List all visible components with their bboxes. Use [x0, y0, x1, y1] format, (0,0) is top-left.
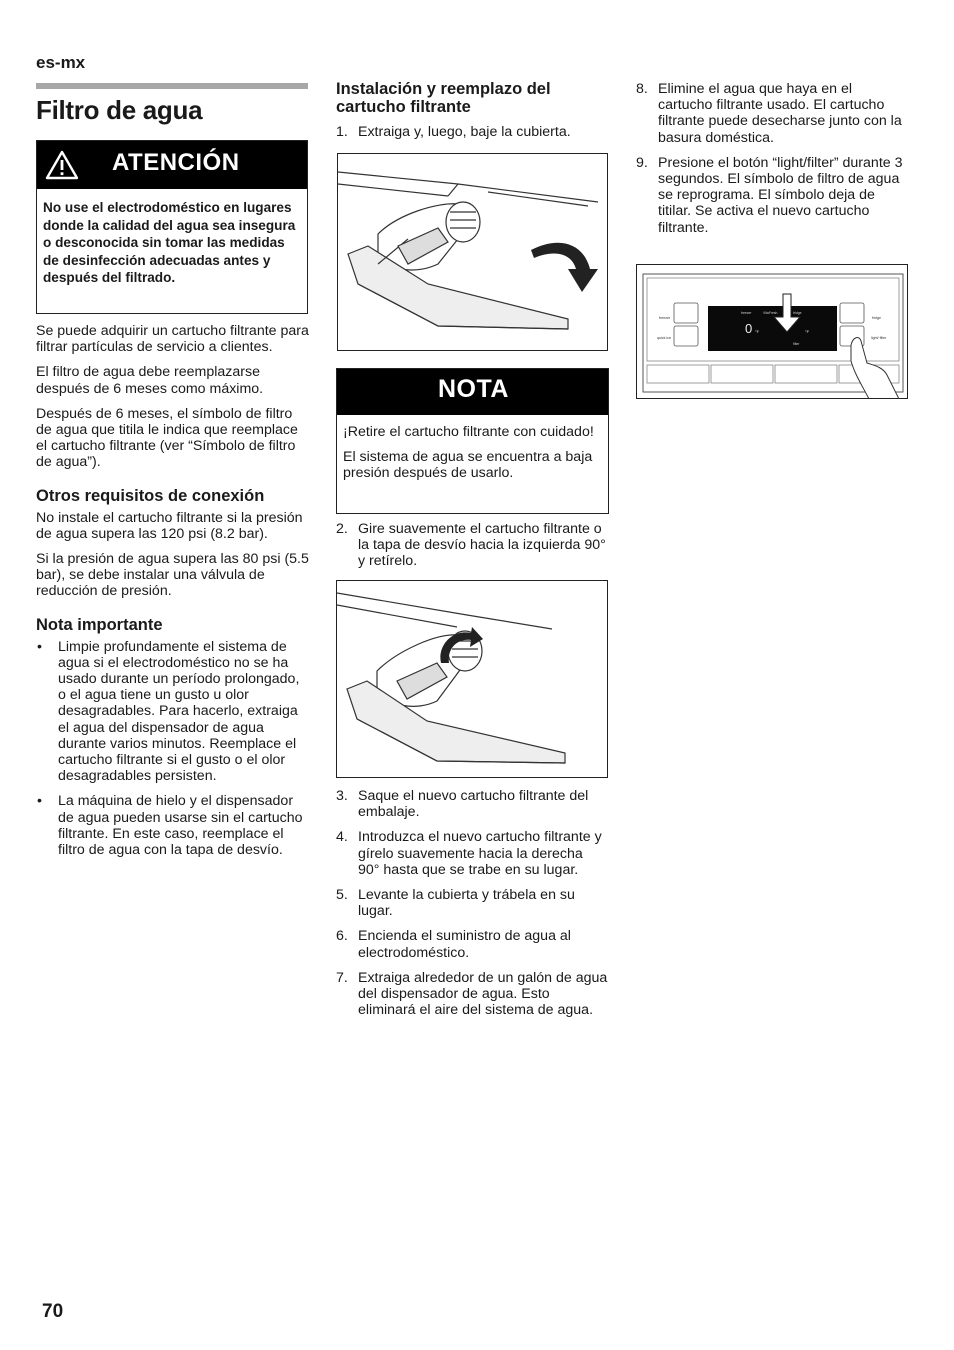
control-panel-illustration [637, 265, 908, 399]
display-unit-left: °F [755, 329, 760, 334]
step-item [636, 81, 908, 146]
note-box [336, 368, 609, 514]
label-fridge: fridge [872, 316, 881, 320]
step-text: Extraiga y, luego, baje la cubierta. [358, 124, 571, 140]
label-light-filter: light/ filter [871, 336, 887, 340]
heading-install: Instalación y reemplazo del cartucho filtrante [336, 80, 551, 116]
step-list-2 [336, 521, 608, 570]
note-title: NOTA [438, 375, 509, 403]
step-item [336, 124, 608, 140]
step-number: 6. [336, 928, 348, 945]
step-number: 8. [636, 81, 648, 97]
step-list-4 [636, 81, 908, 236]
important-note-list [36, 639, 310, 859]
step-text: Elimine el agua que haya en el cartucho filtrante usado. El cartucho filtrante puede desecharse junto con la basura doméstica. [658, 81, 902, 146]
intro-paragraph-3: Después de 6 meses, el símbolo de filtro de agua que titila le indica que reemplace el cartucho filtrante (ver “Símbolo de filtro de agua”). [36, 405, 298, 471]
language-code: es-mx [36, 53, 86, 72]
step-item [336, 829, 608, 878]
display-unit-right: °F [805, 329, 810, 334]
heading-connection: Otros requisitos de conexión [36, 486, 265, 505]
figure-rotate-cartridge [336, 580, 608, 778]
page-number: 70 [42, 1301, 64, 1322]
step-item [336, 521, 608, 570]
step-number: 1. [336, 124, 348, 140]
display-filter-label: filter [793, 342, 800, 346]
warning-triangle-icon [45, 150, 79, 180]
step-item [336, 928, 608, 960]
step-text: Extraiga alrededor de un galón de agua del dispensador de agua. Esto eliminará el aire del sistema de agua. [358, 969, 608, 1019]
intro-paragraph-2: El filtro de agua debe reemplazarse después de 6 meses como máximo. [36, 364, 264, 397]
step-number: 5. [336, 887, 348, 904]
step-number: 3. [336, 788, 348, 804]
warning-header [37, 141, 307, 189]
list-item: • Limpie profundamente el sistema de agua si el electrodoméstico no se ha usado durante un período prolongado, o el agua tiene un gusto u olor desagradables. Para hacerlo, extraiga el agua del dispensador de agua durante varios minutos. Reemplace el cartucho filtrante si el gusto o el olor desagradables persisten. [36, 639, 310, 785]
step-number: 2. [336, 521, 348, 537]
step-item [336, 970, 608, 1019]
left-column [36, 323, 310, 867]
connection-paragraph-2: Si la presión de agua supera las 80 psi (5.5 bar), se debe instalar una válvula de reducción de presión. [36, 551, 309, 600]
label-quick-ice: quick ice [657, 336, 671, 340]
warning-box [36, 140, 308, 314]
note-header [337, 369, 608, 415]
step-number: 7. [336, 969, 348, 986]
step-text: Levante la cubierta y trábela en su lugar. [358, 887, 575, 920]
cover-lowering-illustration [338, 154, 608, 351]
step-2-block [336, 521, 608, 579]
display-vitafresh-label: VitaFresh [763, 311, 778, 315]
connection-paragraph-1: No instale el cartucho filtrante si la presión de agua supera las 120 psi (8.2 bar). [36, 509, 303, 542]
warning-text: No use el electrodoméstico en lugares donde la calidad del agua sea insegura o desconocida sin tomar las medidas de desinfección adecuadas antes y después del filtrado. [43, 200, 296, 286]
heading-important-note: Nota importante [36, 615, 163, 634]
step-text: Presione el botón “light/filter” durante 3 segundos. El símbolo de filtro de agua se reprograma. El símbolo deja de titilar. Se activa el nuevo cartucho filtrante. [658, 154, 903, 236]
display-temperature: 0 [745, 321, 753, 336]
display-fridge-label: fridge [793, 311, 802, 315]
step-list-1 [336, 124, 608, 140]
rotate-cartridge-illustration [337, 581, 608, 778]
warning-title: ATENCIÓN [112, 149, 240, 176]
middle-heading-block [336, 80, 608, 149]
step-number: 4. [336, 829, 348, 846]
steps-3-7-block [336, 788, 608, 1027]
list-item: • La máquina de hielo y el dispensador de agua pueden usarse sin el cartucho filtrante. En este caso, reemplace el filtro de agua con la tapa de desvío. [36, 793, 310, 858]
step-text: Introduzca el nuevo cartucho filtrante y gírelo suavemente hacia la derecha 90° hasta que se trabe en su lugar. [358, 829, 602, 878]
step-number: 9. [636, 154, 648, 171]
intro-paragraph-1: Se puede adquirir un cartucho filtrante para filtrar partículas de servicio a clientes. [36, 323, 309, 356]
note-body [337, 415, 608, 482]
figure-control-panel [636, 264, 908, 399]
step-text: Gire suavemente el cartucho filtrante o la tapa de desvío hacia la izquierda 90° y retírelo. [358, 521, 606, 570]
step-item [336, 788, 608, 820]
page-title: Filtro de agua [36, 95, 203, 125]
step-text: Encienda el suministro de agua al electrodoméstico. [358, 928, 571, 961]
right-column [636, 81, 908, 245]
label-freezer: freezer [659, 316, 671, 320]
step-text: Saque el nuevo cartucho filtrante del embalaje. [358, 788, 589, 821]
step-item [636, 155, 908, 236]
header-rule [36, 83, 308, 89]
step-item [336, 887, 608, 919]
note-paragraph-1: ¡Retire el cartucho filtrante con cuidado! [343, 424, 594, 440]
note-paragraph-2: El sistema de agua se encuentra a baja presión después de usarlo. [343, 449, 593, 482]
figure-lower-cover [337, 153, 608, 351]
display-freezer-label: freezer [741, 311, 752, 315]
step-list-3 [336, 788, 608, 1018]
